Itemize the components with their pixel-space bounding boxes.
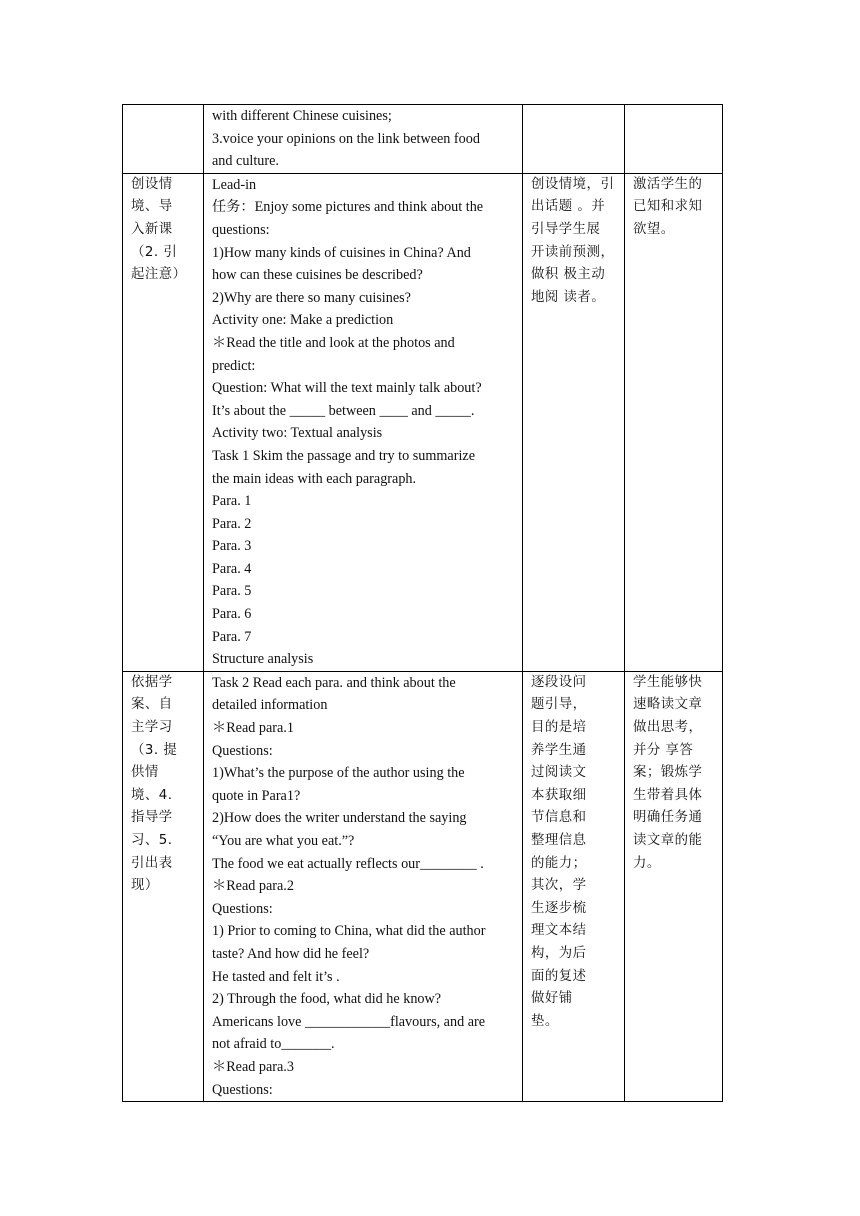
cell-text-line: （2. 引 bbox=[131, 244, 178, 260]
cell-text-line: 其次，学 bbox=[531, 878, 587, 894]
stage-cell bbox=[123, 173, 204, 671]
cell-text-line: 主学习 bbox=[131, 720, 173, 736]
cell-text-line: Lead-in bbox=[212, 176, 257, 193]
cell-text-line: 生逐步梳 bbox=[531, 900, 587, 916]
cell-text-line: 并分 享答 bbox=[633, 742, 694, 758]
cell-text-line: 生带着具体 bbox=[633, 787, 703, 803]
cell-text-line: 起注意） bbox=[131, 267, 187, 283]
table-row bbox=[123, 173, 723, 671]
cell-text-line: 已知和求知 bbox=[633, 199, 703, 215]
cell-text-line: Para. 7 bbox=[212, 628, 252, 645]
cell-text-line: Questions: bbox=[212, 1081, 273, 1098]
cell-text-line: ＊Read para.2 bbox=[212, 878, 294, 895]
cell-text-line: Para. 2 bbox=[212, 515, 252, 532]
cell-text-line: the main ideas with each paragraph. bbox=[212, 470, 417, 487]
cell-text-line: 创设情 bbox=[131, 176, 173, 192]
cell-text-line: The food we eat actually reflects our________ . bbox=[212, 855, 484, 872]
cell-text-line: Questions: bbox=[212, 900, 273, 917]
cell-text-line: 面的复述 bbox=[531, 968, 587, 984]
cell-text-line: He tasted and felt it’s . bbox=[212, 968, 340, 985]
activities-cell bbox=[204, 173, 523, 671]
cell-text-line: questions: bbox=[212, 221, 270, 238]
teacher-activity-cell bbox=[523, 173, 625, 671]
design-purpose-cell bbox=[625, 671, 723, 1101]
cell-text-line: 2)How does the writer understand the saying bbox=[212, 810, 467, 827]
cell-text-line: 引导学生展 bbox=[531, 221, 601, 237]
cell-text-line: 地阅 读者。 bbox=[531, 289, 606, 305]
cell-text-line: 做好铺 bbox=[531, 991, 573, 1007]
cell-text-line: 案、自 bbox=[131, 697, 173, 713]
cell-text-line: Para. 1 bbox=[212, 493, 252, 510]
cell-text-line: 境、导 bbox=[131, 199, 173, 215]
cell-text-line: ＊Read para.3 bbox=[212, 1058, 294, 1075]
cell-text-line: 过阅读文 bbox=[531, 765, 587, 781]
cell-text-line: 做出思考， bbox=[633, 720, 703, 736]
cell-text-line: predict: bbox=[212, 357, 256, 374]
cell-text-line: detailed information bbox=[212, 697, 328, 714]
cell-text-line: （3. 提 bbox=[131, 742, 178, 758]
stage-cell bbox=[123, 105, 204, 174]
cell-text-line: 1)What’s the purpose of the author using the bbox=[212, 765, 465, 782]
cell-text-line: 3.voice your opinions on the link between food bbox=[212, 130, 480, 147]
cell-text-line: 题引导， bbox=[531, 697, 587, 713]
cell-text-line: 依据学 bbox=[131, 674, 173, 690]
cell-text-line: Para. 6 bbox=[212, 606, 252, 623]
cell-text-line: 逐段设问 bbox=[531, 674, 587, 690]
cell-text-line: Task 1 Skim the passage and try to summarize bbox=[212, 447, 475, 464]
cell-text-line: how can these cuisines be described? bbox=[212, 267, 423, 284]
cell-text-line: 本获取细 bbox=[531, 787, 587, 803]
lesson-plan-table bbox=[122, 104, 723, 1102]
design-purpose-cell bbox=[625, 105, 723, 174]
cell-text-line: 引出表 bbox=[131, 855, 173, 871]
cell-text-line: Question: What will the text mainly talk about? bbox=[212, 380, 482, 397]
lesson-plan-body bbox=[123, 105, 723, 1102]
cell-text-line: 养学生通 bbox=[531, 742, 587, 758]
cell-text-line: ＊Read para.1 bbox=[212, 720, 294, 737]
cell-text-line: 力。 bbox=[633, 855, 661, 871]
cell-text-line: taste? And how did he feel? bbox=[212, 945, 370, 962]
cell-text-line: 垫。 bbox=[531, 1013, 559, 1029]
activities-cell bbox=[204, 105, 523, 174]
cell-text-line: 境、4. bbox=[131, 787, 173, 803]
cell-text-line: 入新课 bbox=[131, 221, 173, 237]
cell-text-line: with different Chinese cuisines; bbox=[212, 108, 392, 124]
cell-text-line: 做积 极主动 bbox=[531, 267, 606, 283]
cell-text-line: 2)Why are there so many cuisines? bbox=[212, 289, 411, 306]
stage-cell bbox=[123, 671, 204, 1101]
cell-text-line: 案；锻炼学 bbox=[633, 765, 703, 781]
cell-text-line: 速略读文章 bbox=[633, 697, 703, 713]
cell-text-line: It’s about the _____ between ____ and _____. bbox=[212, 402, 475, 419]
cell-text-line: 学生能够快 bbox=[633, 674, 703, 690]
cell-text-line: 激活学生的 bbox=[633, 176, 703, 192]
cell-text-line: 节信息和 bbox=[531, 810, 587, 826]
table-row bbox=[123, 671, 723, 1101]
cell-text-line: Americans love ____________flavours, and are bbox=[212, 1013, 486, 1030]
cell-text-line: 欲望。 bbox=[633, 221, 675, 237]
cell-text-line: quote in Para1? bbox=[212, 787, 301, 804]
cell-text-line: 整理信息 bbox=[531, 833, 587, 848]
cell-text-line: Activity one: Make a prediction bbox=[212, 312, 394, 329]
cell-text-line: 创设情境，引 bbox=[531, 176, 615, 192]
cell-text-line: 出话题 。并 bbox=[531, 199, 606, 215]
teacher-activity-cell bbox=[523, 105, 625, 174]
design-purpose-cell bbox=[625, 173, 723, 671]
cell-text-line: 指导学 bbox=[131, 810, 173, 826]
cell-text-line: 供情 bbox=[131, 765, 159, 781]
cell-text-line: 2) Through the food, what did he know? bbox=[212, 991, 442, 1008]
cell-text-line: Task 2 Read each para. and think about the bbox=[212, 674, 456, 691]
cell-text-line: 构，为后 bbox=[531, 945, 587, 961]
cell-text-line: Para. 3 bbox=[212, 538, 252, 555]
teacher-activity-cell bbox=[523, 671, 625, 1101]
cell-text-line: Para. 5 bbox=[212, 583, 252, 600]
cell-text-line: 1) Prior to coming to China, what did the author bbox=[212, 923, 486, 940]
activities-cell bbox=[204, 671, 523, 1101]
cell-text-line: 开读前预测， bbox=[531, 244, 615, 260]
cell-text-line: 任务：Enjoy some pictures and think about the bbox=[212, 199, 484, 216]
cell-text-line: Para. 4 bbox=[212, 560, 252, 577]
cell-text-line: 理文本结 bbox=[531, 923, 587, 939]
cell-text-line: not afraid to_______. bbox=[212, 1036, 335, 1053]
cell-text-line: 明确任务通 bbox=[633, 810, 703, 826]
cell-text-line: 现） bbox=[131, 878, 159, 894]
cell-text-line: 1)How many kinds of cuisines in China? And bbox=[212, 244, 471, 261]
cell-text-line: and culture. bbox=[212, 153, 279, 170]
cell-text-line: Structure analysis bbox=[212, 651, 314, 668]
cell-text-line: 习、5. bbox=[131, 833, 173, 848]
cell-text-line: Questions: bbox=[212, 742, 273, 759]
cell-text-line: 目的是培 bbox=[531, 720, 587, 736]
cell-text-line: ＊Read the title and look at the photos and bbox=[212, 334, 455, 351]
cell-text-line: 的能力； bbox=[531, 855, 587, 871]
table-row bbox=[123, 105, 723, 174]
cell-text-line: 读文章的能 bbox=[633, 833, 703, 848]
cell-text-line: “You are what you eat.”? bbox=[212, 833, 355, 849]
cell-text-line: Activity two: Textual analysis bbox=[212, 425, 383, 442]
